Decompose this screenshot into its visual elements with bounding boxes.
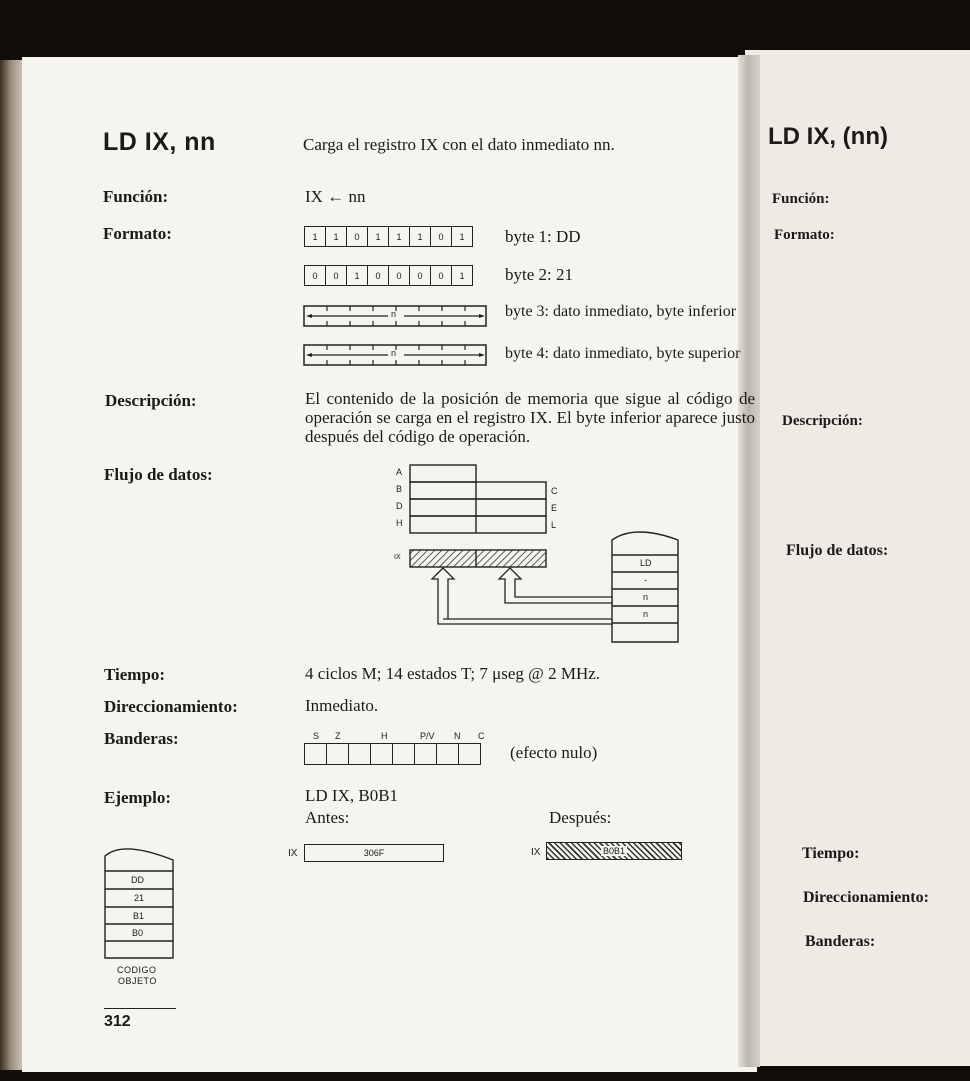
byte2-label: byte 2: 21 (505, 265, 573, 284)
byte4-operand-mark: n (391, 348, 397, 358)
byte3-operand-mark: n (391, 309, 397, 319)
memory-cell: - (644, 575, 647, 585)
right-page-title: LD IX, (nn) (768, 123, 888, 150)
flag-cell (392, 744, 414, 764)
right-label-flujo: Flujo de datos: (786, 542, 889, 559)
despues-ix-value: B0B1 (602, 846, 626, 856)
page-number: 312 (104, 1013, 131, 1030)
antes-ix-label: IX (288, 848, 298, 859)
bit-cell: 0 (346, 227, 367, 246)
bit-cell: 1 (409, 227, 430, 246)
bit-cell: 1 (451, 227, 472, 246)
flag-cell (305, 744, 326, 764)
bit-cell: 0 (430, 227, 451, 246)
label-tiempo: Tiempo: (104, 665, 166, 684)
label-descripcion: Descripción: (105, 391, 197, 410)
flag-name: Z (335, 731, 341, 741)
right-label-descripcion: Descripción: (782, 413, 863, 429)
bit-cell: 0 (388, 266, 409, 285)
byte1-label: byte 1: DD (505, 227, 581, 246)
flag-name: N (454, 731, 461, 741)
instruction-title: LD IX, nn (103, 128, 216, 156)
reg-label-h: H (396, 518, 403, 528)
label-funcion: Función: (103, 187, 169, 206)
right-label-direccionamiento: Direccionamiento: (803, 889, 929, 906)
tiempo-value: 4 ciclos M; 14 estados T; 7 μseg @ 2 MHz. (305, 664, 601, 683)
byte2-bit-cells (304, 265, 473, 286)
ejemplo-instruction: LD IX, B0B1 (305, 786, 399, 805)
flag-cell (348, 744, 370, 764)
object-code-cell: B0 (132, 928, 144, 938)
right-label-formato: Formato: (774, 227, 835, 243)
despues-ix-label: IX (531, 847, 541, 858)
book-spine (738, 55, 760, 1067)
flag-cell (414, 744, 436, 764)
flag-cell (458, 744, 480, 764)
label-formato: Formato: (103, 224, 172, 243)
memory-cell: n (643, 609, 649, 619)
page-number-rule (104, 1008, 176, 1009)
object-code-cell: B1 (133, 911, 145, 921)
ix-register-label: IX (394, 554, 401, 561)
ejemplo-antes-label: Antes: (305, 808, 350, 827)
flag-cell (436, 744, 458, 764)
data-flow-diagram (390, 460, 690, 650)
bit-cell: 0 (325, 266, 346, 285)
byte4-label: byte 4: dato inmediato, byte superior (505, 345, 741, 362)
flag-name: S (313, 731, 320, 741)
reg-label-c: C (551, 486, 558, 496)
memory-cell: LD (640, 558, 652, 568)
label-direccionamiento: Direccionamiento: (104, 697, 238, 716)
instruction-summary: Carga el registro IX con el dato inmediato nn. (303, 135, 615, 154)
descripcion-text (305, 389, 755, 446)
memory-cell: n (643, 592, 649, 602)
label-banderas: Banderas: (104, 729, 179, 748)
flag-name: H (381, 731, 388, 741)
bit-cell: 1 (312, 231, 318, 242)
bit-cell: 1 (388, 227, 409, 246)
ejemplo-despues-label: Después: (549, 808, 612, 827)
object-code-caption-1: CODIGO (117, 965, 157, 975)
reg-label-b: B (396, 484, 403, 494)
bit-cell: 0 (312, 270, 318, 281)
bit-cell: 0 (430, 266, 451, 285)
flag-name: C (478, 731, 485, 741)
bit-cell: 1 (367, 227, 388, 246)
reg-label-d: D (396, 501, 403, 511)
bit-cell: 0 (367, 266, 388, 285)
bit-cell: 1 (325, 227, 346, 246)
byte1-bit-cells (304, 226, 473, 247)
right-label-banderas: Banderas: (805, 933, 876, 950)
flag-name: P/V (420, 731, 435, 741)
despues-ix-register (546, 842, 682, 860)
flag-cell (370, 744, 392, 764)
direccionamiento-value: Inmediato. (305, 696, 379, 715)
flag-cell (326, 744, 348, 764)
bit-cell: 1 (451, 266, 472, 285)
antes-ix-value: 306F (363, 848, 385, 858)
reg-label-a: A (396, 467, 403, 477)
byte3-label: byte 3: dato inmediato, byte inferior (505, 303, 737, 320)
object-code-cell: DD (131, 875, 144, 885)
bit-cell: 0 (409, 266, 430, 285)
reg-label-e: E (551, 503, 558, 513)
bit-cell: 1 (346, 266, 367, 285)
label-flujo: Flujo de datos: (104, 465, 213, 484)
right-label-funcion: Función: (772, 191, 830, 207)
reg-label-l: L (551, 520, 557, 530)
object-code-caption-2: OBJETO (118, 976, 157, 986)
descripcion-paragraph: El contenido de la posición de memoria que sigue al código de operación se carga en el registro IX. El byte inferior aparece justo después del código de operación. (305, 389, 755, 446)
flags-register (304, 743, 481, 765)
label-ejemplo: Ejemplo: (104, 788, 172, 807)
antes-ix-register (304, 844, 444, 862)
funcion-value: IX ← nn (305, 187, 366, 206)
banderas-efecto: (efecto nulo) (510, 743, 598, 762)
object-code-cell: 21 (134, 893, 145, 903)
right-label-tiempo: Tiempo: (802, 845, 860, 862)
